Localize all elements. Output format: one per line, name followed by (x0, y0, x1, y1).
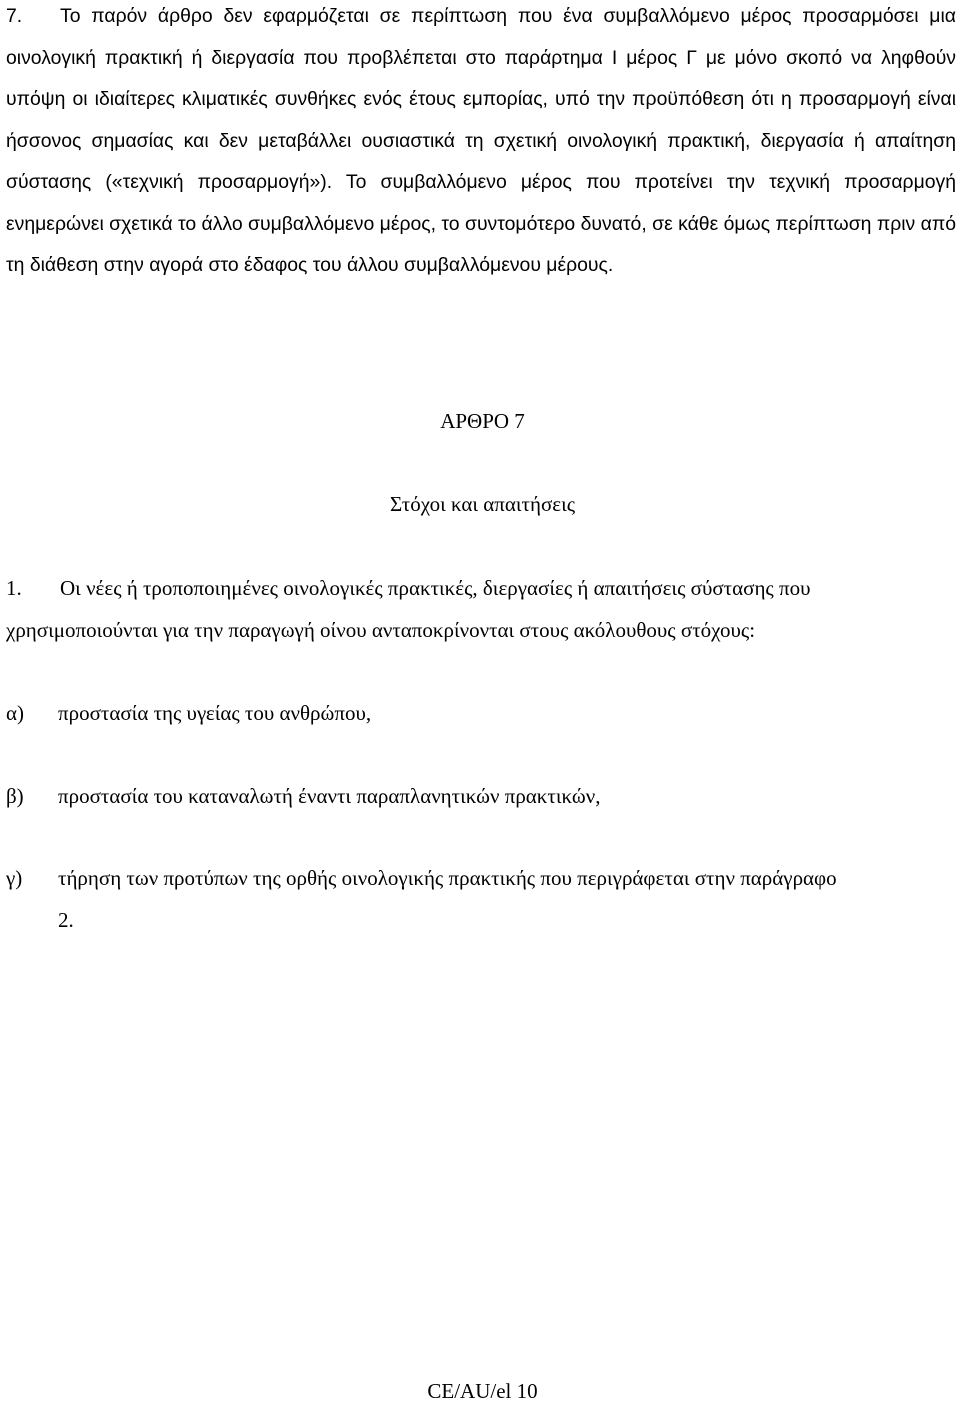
paragraph-7-number: 7. (6, 5, 23, 27)
paragraph-7-text: Το παρόν άρθρο δεν εφαρμόζεται σε περίπτωση που ένα συμβαλλόμενο μέρος προσαρμόσει μια οινολογική πρακτική ή διεργασία που προβλέπεται στο παράρτημα Ι μέρος Γ με μόνο σκοπό να ληφθούν υπόψη οι ιδιαίτερες κλιματικές συνθήκες ενός έτους εμπορίας, υπό την προϋπόθεση ότι η προσαρμογή είναι ήσσονος σημασίας και δεν μεταβάλλει ουσιαστικά τη σχετική οινολογική πρακτική, διεργασία ή απαίτηση σύστασης («τεχνική προσαρμογή»). Το συμβαλλόμενο μέρος που προτείνει την τεχνική προσαρμογή ενημερώνει σχετικά το άλλο συμβαλλόμενο μέρος, το συντομότερο δυνατό, σε κάθε όμως περίπτωση πριν από τη διάθεση στην αγορά στο έδαφος του άλλου συμβαλλόμενου μέρους. (6, 5, 957, 276)
list-item (6, 857, 846, 941)
paragraph-7 (6, 0, 956, 287)
list-item-text: τήρηση των προτύπων της ορθής οινολογικής πρακτικής που περιγράφεται στην παράγραφο 2. (58, 866, 837, 932)
list-item-marker: α) (6, 701, 24, 725)
page-footer-reference: CE/AU/el 10 (427, 1379, 538, 1403)
paragraph-1 (6, 567, 956, 651)
list-item-text: προστασία του καταναλωτή έναντι παραπλανητικών πρακτικών, (58, 784, 601, 808)
paragraph-1-number: 1. (6, 576, 22, 600)
list-item-marker: γ) (6, 866, 23, 890)
article-title: ΑΡΘΡΟ 7 (440, 409, 525, 433)
article-subtitle: Στόχοι και απαιτήσεις (389, 492, 576, 516)
list-item (6, 775, 956, 817)
list-item (6, 692, 956, 734)
list-item-marker: β) (6, 784, 24, 808)
paragraph-1-text: Οι νέες ή τροποποιημένες οινολογικές πρακτικές, διεργασίες ή απαιτήσεις σύστασης που χρησιμοποιούνται για την παραγωγή οίνου ανταποκρίνονται στους ακόλουθους στόχους: (6, 576, 811, 642)
list-item-text: προστασία της υγείας του ανθρώπου, (58, 701, 372, 725)
